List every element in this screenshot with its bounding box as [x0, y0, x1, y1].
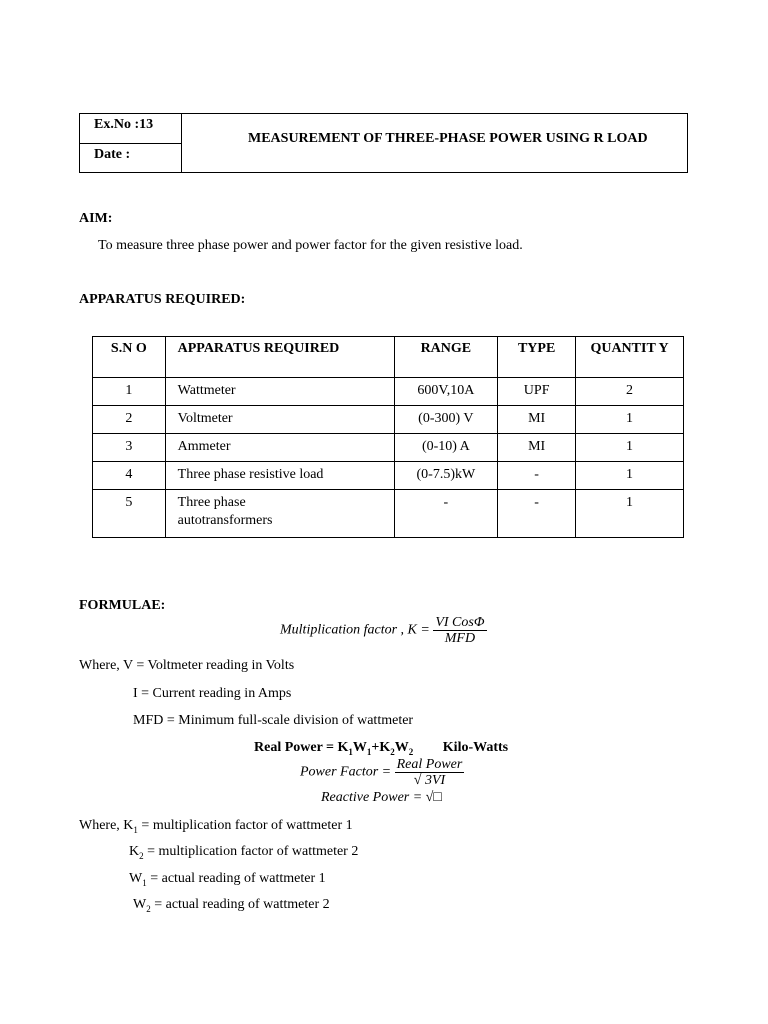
- cell-quantity: 1: [576, 406, 684, 434]
- where-mfd: MFD = Minimum full-scale division of wattmeter: [133, 713, 414, 728]
- cell-type: -: [498, 462, 576, 490]
- where-current: I = Current reading in Amps: [133, 686, 292, 701]
- table-row: [93, 378, 684, 406]
- cell-apparatus: Three phase resistive load: [165, 462, 394, 490]
- cell-sno: 4: [93, 462, 166, 490]
- where-k1: [79, 818, 353, 835]
- column-header-range: RANGE: [394, 337, 498, 378]
- cell-type: MI: [498, 406, 576, 434]
- formula-denominator: MFD: [444, 631, 476, 646]
- cell-quantity: 1: [576, 434, 684, 462]
- real-power-formula: [254, 740, 508, 757]
- cell-apparatus: Voltmeter: [165, 406, 394, 434]
- where-w1-sub: 1: [142, 877, 147, 888]
- cell-quantity: 1: [576, 490, 684, 538]
- column-header-type: TYPE: [498, 337, 576, 378]
- power-factor-label: Power Factor =: [300, 764, 392, 780]
- power-factor-fraction: [395, 757, 465, 788]
- experiment-number: Ex.No :13: [94, 117, 154, 132]
- formulae-heading: FORMULAE:: [79, 598, 166, 613]
- where-k1-post: = multiplication factor of wattmeter 1: [137, 818, 353, 833]
- table-row: [93, 490, 684, 538]
- real-power-w2: W: [394, 740, 409, 755]
- formula-numerator: VI CosΦ: [435, 615, 485, 630]
- cell-type: -: [498, 490, 576, 538]
- formula-fraction: [433, 615, 486, 646]
- cell-range: -: [394, 490, 498, 538]
- experiment-header: [79, 113, 688, 173]
- where-k2-sub: 2: [139, 850, 144, 861]
- formula-label: Multiplication factor , K =: [280, 622, 430, 638]
- table-row: [93, 406, 684, 434]
- where-k2: [129, 844, 358, 861]
- experiment-title: MEASUREMENT OF THREE-PHASE POWER USING R LOAD: [248, 131, 648, 146]
- table-row: [93, 434, 684, 462]
- multiplication-factor-formula: [280, 615, 487, 646]
- cell-quantity: 2: [576, 378, 684, 406]
- where-w2-sub: 2: [146, 903, 151, 914]
- power-factor-denominator: √ 3VI: [413, 773, 446, 788]
- cell-range: (0-7.5)kW: [394, 462, 498, 490]
- real-power-sub-w2: 2: [408, 746, 414, 757]
- header-divider-horizontal: [80, 143, 181, 144]
- apparatus-table: [92, 336, 684, 538]
- cell-sno: 1: [93, 378, 166, 406]
- real-power-plus: +K: [371, 740, 391, 755]
- experiment-date: Date :: [94, 147, 131, 162]
- table-header-row: [93, 337, 684, 378]
- where-w1: [129, 871, 326, 888]
- real-power-label: Real Power = K: [254, 740, 349, 755]
- cell-type: UPF: [498, 378, 576, 406]
- where-w2: [133, 897, 330, 914]
- aim-heading: AIM:: [79, 211, 113, 226]
- where-k1-pre: Where, K: [79, 818, 134, 833]
- where-w2-pre: W: [133, 897, 147, 912]
- cell-quantity: 1: [576, 462, 684, 490]
- apparatus-heading: APPARATUS REQUIRED:: [79, 292, 246, 307]
- real-power-sub-w1: 1: [366, 746, 372, 757]
- column-header-apparatus: APPARATUS REQUIRED: [165, 337, 394, 378]
- where-k2-post: = multiplication factor of wattmeter 2: [143, 844, 359, 859]
- cell-sno: 5: [93, 490, 166, 538]
- where-k1-sub: 1: [133, 824, 138, 835]
- cell-apparatus: Wattmeter: [165, 378, 394, 406]
- cell-range: (0-300) V: [394, 406, 498, 434]
- cell-range: 600V,10A: [394, 378, 498, 406]
- cell-type: MI: [498, 434, 576, 462]
- cell-apparatus: Ammeter: [165, 434, 394, 462]
- where-voltmeter: Where, V = Voltmeter reading in Volts: [79, 658, 295, 673]
- column-header-quantity: QUANTIT Y: [576, 337, 684, 378]
- where-w2-post: = actual reading of wattmeter 2: [150, 897, 330, 912]
- reactive-power-formula: Reactive Power = √□: [321, 790, 442, 805]
- aim-text: To measure three phase power and power factor for the given resistive load.: [98, 238, 523, 253]
- table-row: [93, 462, 684, 490]
- column-header-sno: S.N O: [93, 337, 166, 378]
- cell-sno: 2: [93, 406, 166, 434]
- real-power-unit: Kilo-Watts: [442, 740, 509, 755]
- where-w1-post: = actual reading of wattmeter 1: [146, 871, 326, 886]
- power-factor-numerator: Real Power: [396, 757, 463, 772]
- cell-apparatus: Three phase autotransformers: [165, 490, 394, 538]
- cell-sno: 3: [93, 434, 166, 462]
- power-factor-formula: [300, 757, 464, 788]
- real-power-w1: W: [352, 740, 367, 755]
- cell-range: (0-10) A: [394, 434, 498, 462]
- real-power-sub-k1: 1: [348, 746, 353, 757]
- header-divider-vertical: [181, 114, 182, 172]
- where-k2-pre: K: [129, 844, 140, 859]
- where-w1-pre: W: [129, 871, 143, 886]
- real-power-sub-k2: 2: [390, 746, 395, 757]
